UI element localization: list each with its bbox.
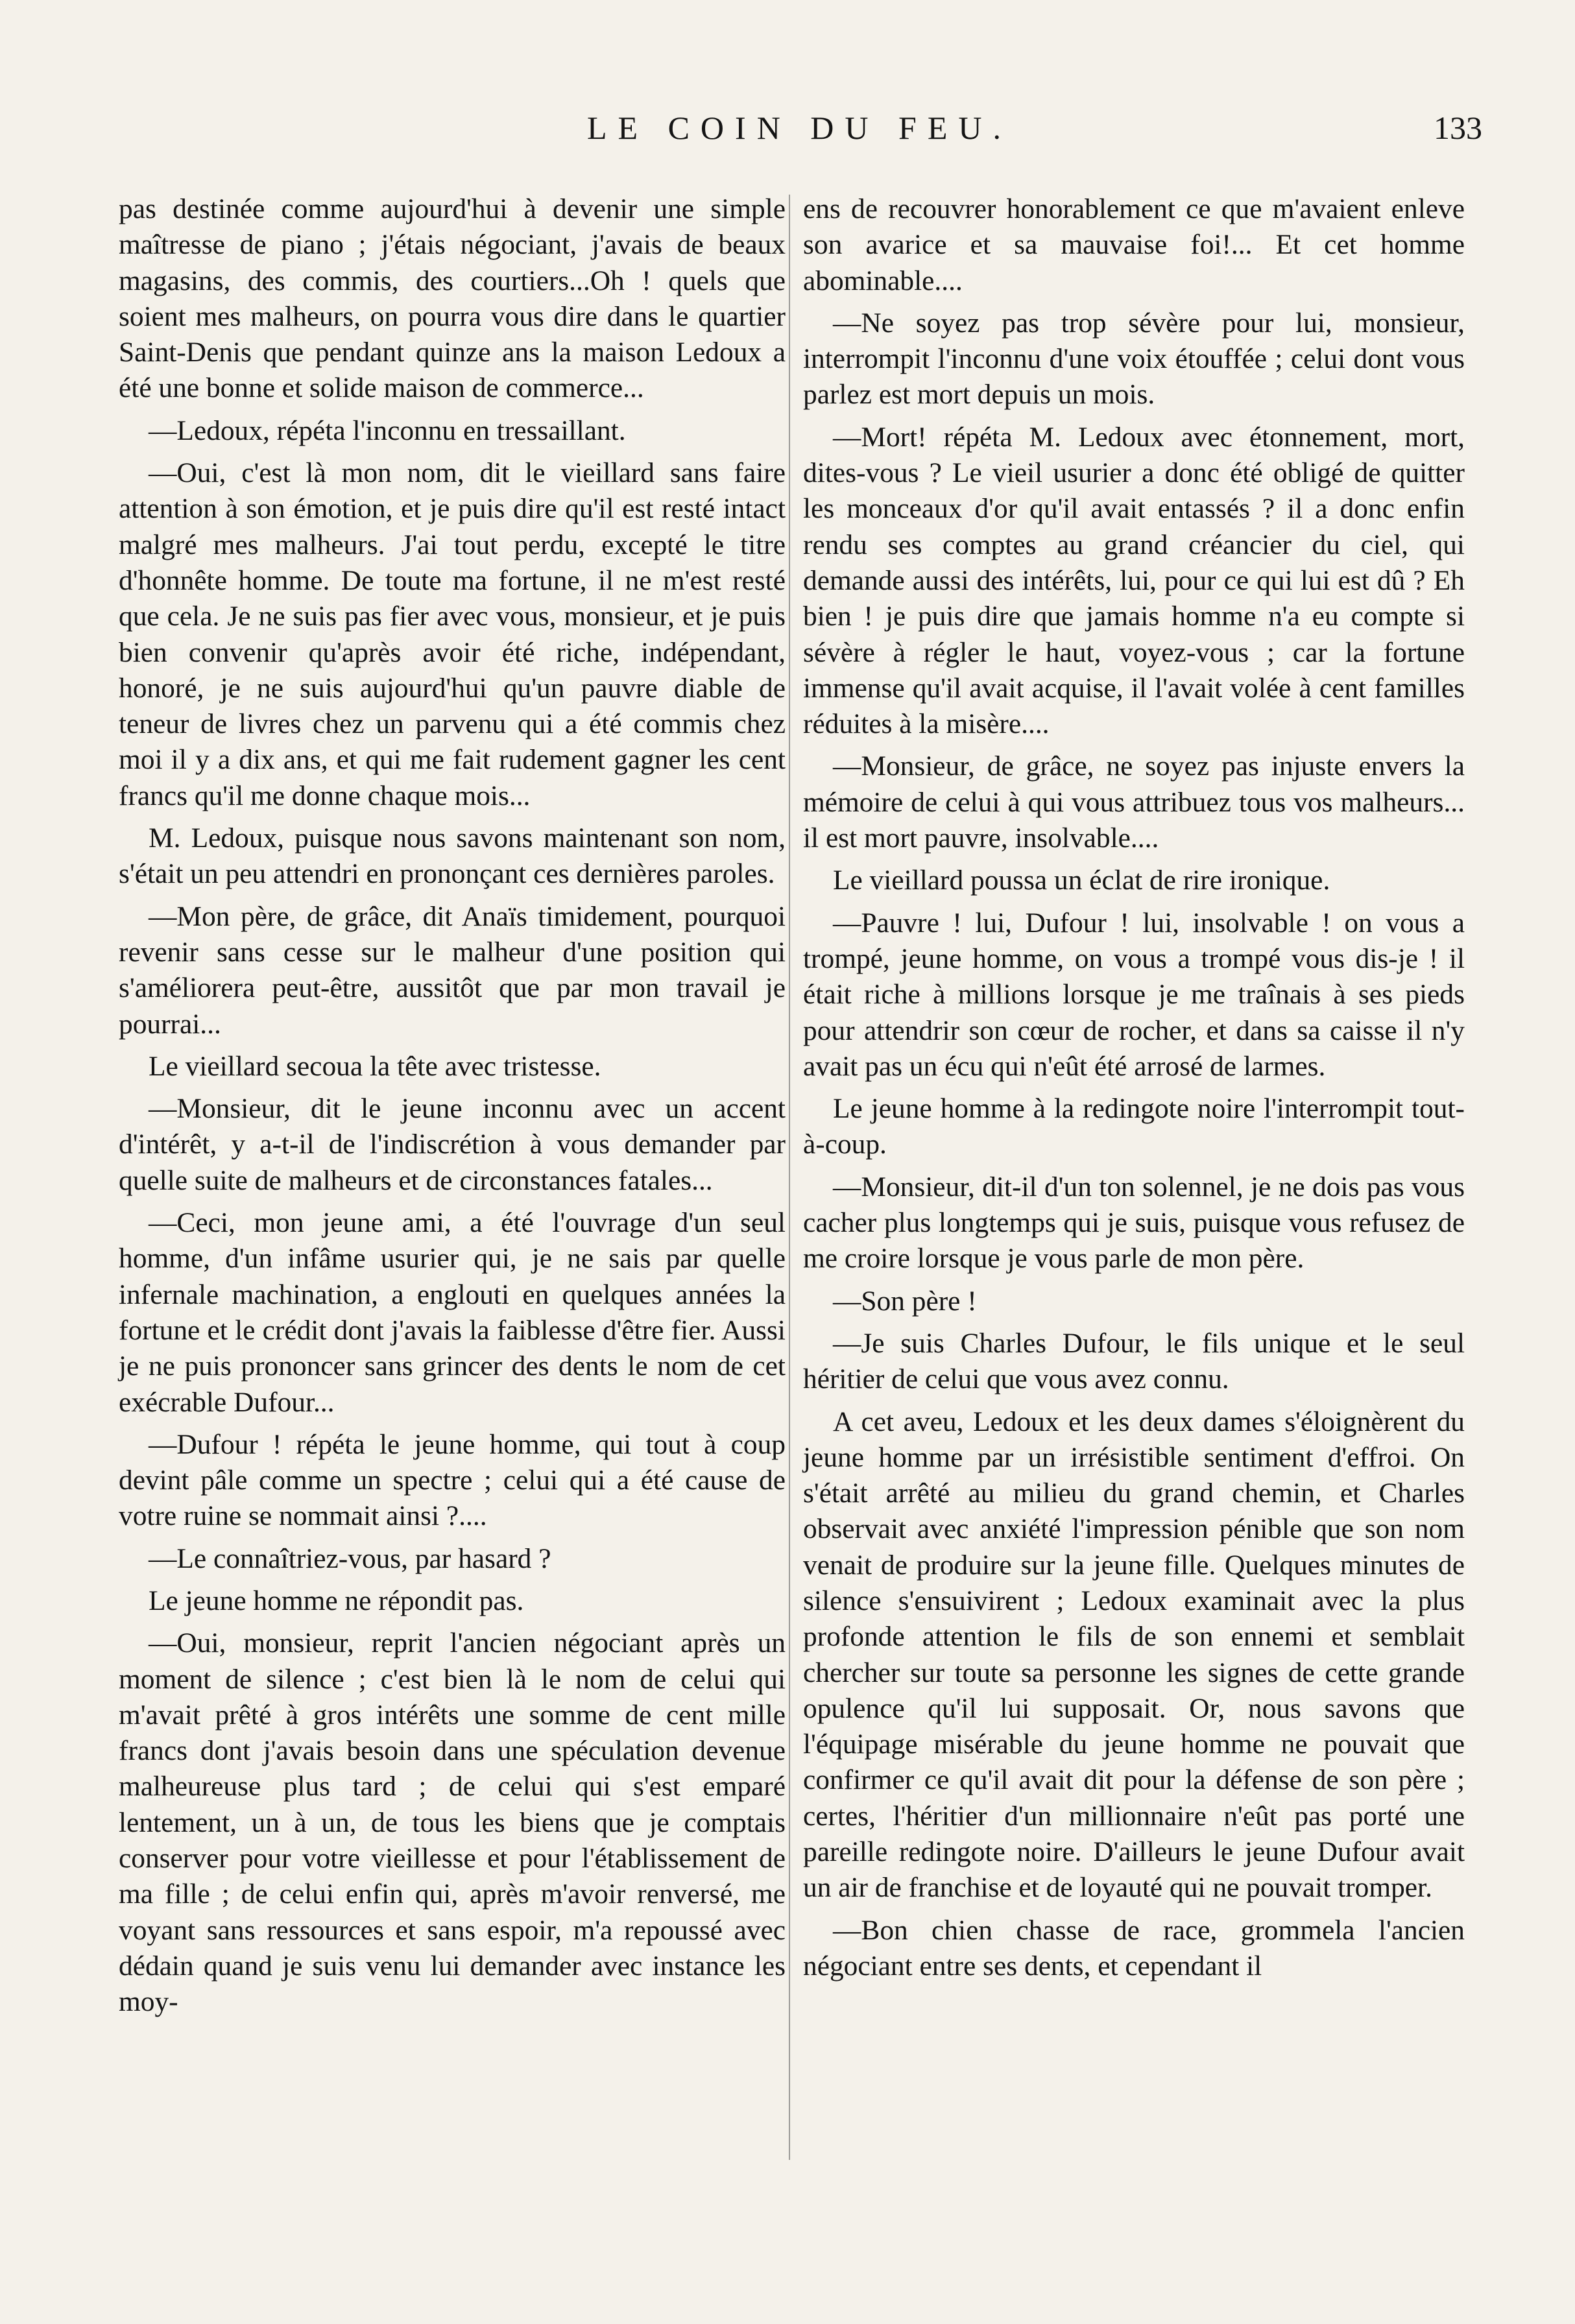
paragraph: —Dufour ! répéta le jeune homme, qui tout à coup devint pâle comme un spectre ; celui qui a été cause de votre ruine se nommait ainsi ?.... bbox=[119, 1428, 786, 1532]
paragraph: Le jeune homme ne répondit pas. bbox=[149, 1585, 524, 1616]
page-header bbox=[117, 112, 1482, 170]
paragraph: Le vieillard secoua la tête avec tristesse. bbox=[149, 1050, 601, 1082]
paragraph: —Oui, monsieur, reprit l'ancien négociant après un moment de silence ; c'est bien là le nom de celui qui m'avait prêté à gros intérêts une somme de cent mille francs dont j'avais besoin dans une spéculation devenue malheureuse plus tard ; de celui qui s'est emparé lentement, un à un, de tous les biens que je comptais conserver pour votre vieillesse et pour l'établissement de ma fille ; de celui enfin qui, après m'avoir renversé, me voyant sans ressources et sans espoir, m'a repoussé avec dédain quand je suis venu lui demander avec instance les moy- bbox=[119, 1627, 786, 2018]
paragraph: —Bon chien chasse de race, grommela l'ancien négociant entre ses dents, et cependant il bbox=[803, 1914, 1465, 1982]
paragraph: ens de recouvrer honorablement ce que m'avaient enleve son avarice et sa mauvaise foi!... Et cet homme abominable.... bbox=[803, 193, 1465, 296]
paragraph: —Pauvre ! lui, Dufour ! lui, insolvable ! on vous a trompé, jeune homme, on vous a trompé vous dis-je ! il était riche à millions lorsque je me traînais à ses pieds pour attendrir son cœur de rocher, et dans sa caisse il n'y avait pas un écu qui n'eût été arrosé de larmes. bbox=[803, 907, 1465, 1082]
paragraph: —Ledoux, répéta l'inconnu en tressaillant. bbox=[149, 414, 626, 446]
running-title: LE COIN DU FEU. bbox=[587, 110, 1012, 146]
paragraph: —Mon père, de grâce, dit Anaïs timidement, pourquoi revenir sans cesse sur le malheur d'une position qui s'améliorera peut-être, aussitôt que par mon travail je pourrai... bbox=[119, 900, 786, 1040]
page-number: 133 bbox=[1434, 110, 1482, 146]
paragraph: M. Ledoux, puisque nous savons maintenant son nom, s'était un peu attendri en prononçant ces dernières paroles. bbox=[119, 822, 786, 890]
paragraph: —Ne soyez pas trop sévère pour lui, monsieur, interrompit l'inconnu d'une voix étouffée ; celui dont vous parlez est mort depuis un mois. bbox=[803, 307, 1465, 411]
paragraph: —Oui, c'est là mon nom, dit le vieillard sans faire attention à son émotion, et je puis dire qu'il est resté intact malgré mes malheurs. J'ai tout perdu, excepté le titre d'honnête homme. De toute ma fortune, il ne m'est resté que cela. Je ne suis pas fier avec vous, monsieur, et je puis bien convenir qu'après avoir été riche, indépendant, honoré, je ne suis aujourd'hui qu'un pauvre diable de teneur de livres chez un parvenu qui a été commis chez moi il y a dix ans, et qui me fait rudement gagner les cent francs qu'il me donne chaque mois... bbox=[119, 457, 786, 811]
paragraph: —Ceci, mon jeune ami, a été l'ouvrage d'un seul homme, d'un infâme usurier qui, je ne sais par quelle infernale machination, a englouti en quelques années la fortune et le crédit dont j'avais la faiblesse d'être fier. Aussi je ne puis prononcer sans grincer des dents le nom de cet exécrable Dufour... bbox=[119, 1207, 786, 1418]
paragraph: —Mort! répéta M. Ledoux avec étonnement, mort, dites-vous ? Le vieil usurier a donc été obligé de quitter les monceaux d'or qu'il avait entassés ? il a donc enfin rendu ses comptes au grand créancier du ciel, qui demande aussi des intérêts, lui, pour ce qui lui est dû ? Eh bien ! je puis dire que jamais homme n'a eu compte si sévère à régler le haut, voyez-vous ; car la fortune immense qu'il avait acquise, il l'avait volée à cent familles réduites à la misère.... bbox=[803, 421, 1465, 740]
paragraph: —Monsieur, dit-il d'un ton solennel, je ne dois pas vous cacher plus longtemps qui je suis, puisque vous refusez de me croire lorsque je vous parle de mon père. bbox=[803, 1171, 1465, 1275]
paragraph: A cet aveu, Ledoux et les deux dames s'éloignèrent du jeune homme par un irrésistible sentiment d'effroi. On s'était arrêté au milieu du grand chemin, et Charles observait avec anxiété l'impression pénible que son nom venait de produire sur la jeune fille. Quelques minutes de silence s'ensuivirent ; Ledoux examinait avec la plus profonde attention le fils de son ennemi et semblait chercher sur toute sa personne les signes de cette grande opulence qu'il lui supposait. Or, nous savons que l'équipage misérable du jeune homme ne pouvait que confirmer ce qu'il avait dit pour la défense de son père ; certes, l'héritier d'un millionnaire n'eût pas porté une pareille redingote noire. D'ailleurs le jeune Dufour avait un air de franchise et de loyauté qui ne pouvait tromper. bbox=[803, 1406, 1465, 1904]
paragraph: Le jeune homme à la redingote noire l'interrompit tout-à-coup. bbox=[803, 1093, 1465, 1160]
paragraph: —Monsieur, dit le jeune inconnu avec un accent d'intérêt, y a-t-il de l'indiscrétion à vous demander par quelle suite de malheurs et de circonstances fatales... bbox=[119, 1093, 786, 1196]
paragraph: —Le connaîtriez-vous, par hasard ? bbox=[149, 1542, 551, 1574]
column-divider bbox=[789, 195, 790, 2160]
paragraph: —Son père ! bbox=[833, 1285, 977, 1317]
paragraph: —Je suis Charles Dufour, le fils unique et le seul héritier de celui que vous avez connu. bbox=[803, 1327, 1465, 1395]
paragraph: —Monsieur, de grâce, ne soyez pas injuste envers la mémoire de celui à qui vous attribuez tous vos malheurs... il est mort pauvre, insolvable.... bbox=[803, 750, 1465, 854]
paragraph: pas destinée comme aujourd'hui à devenir une simple maîtresse de piano ; j'étais négociant, j'avais de beaux magasins, des commis, des courtiers...Oh ! quels que soient mes malheurs, on pourra vous dire dans le quartier Saint-Denis que pendant quinze ans la maison Ledoux a été une bonne et solide maison de commerce... bbox=[119, 193, 786, 404]
right-column bbox=[803, 191, 1465, 1991]
left-column bbox=[119, 191, 786, 2027]
paragraph: Le vieillard poussa un éclat de rire ironique. bbox=[833, 865, 1330, 896]
